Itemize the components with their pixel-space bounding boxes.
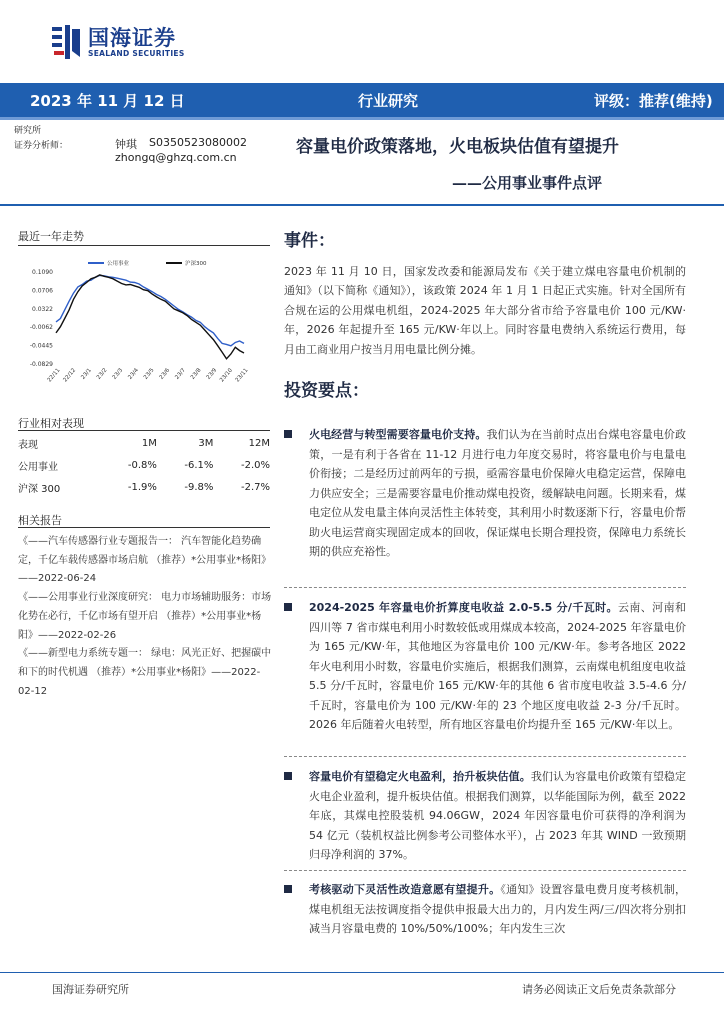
perf-divider [18,430,270,431]
trend-chart [18,252,254,387]
x-tick-label: 23/9 [205,367,219,381]
x-tick-label: 23/1 [80,367,93,381]
analyst-email[interactable]: zhongq@ghzq.com.cn [115,151,237,164]
related-report-item[interactable]: 《——汽车传感器行业专题报告一： 汽车智能化趋势确定，千亿车载传感器市场启航 （推荐）*公用事业*杨阳》——2022-06-24 [18,536,272,585]
table-row [18,454,270,476]
point-item [284,880,686,939]
x-tick-label: 22/12 [62,367,78,384]
y-tick-label: 0.1090 [32,269,53,276]
x-tick-label: 23/10 [219,367,234,384]
perf-cell: -0.8% [127,459,157,471]
x-tick-label: 23/6 [158,367,172,381]
x-tick-label: 23/4 [127,367,140,381]
brand-name-en: SEALAND SECURITIES [88,48,185,58]
report-category: 行业研究 [358,92,419,110]
point-divider [284,870,686,871]
point-text: 《通知》设置容量电费月度考核机制，煤电机组无法按调度指令提供申报最大出力的，月内发生两/三/四次将分别扣减当月容量电费的 10%/50%/100%；年内发生三次 [309,883,687,935]
footer-left: 国海证券研究所 [52,983,129,996]
series-line [56,275,244,345]
x-tick-label: 22/11 [46,367,62,384]
analyst-label: 证券分析师： [14,141,69,151]
analyst-id: S0350523080002 [149,136,247,149]
point-item [284,425,686,562]
perf-header: 表现 [18,439,38,451]
institute: 研究所 [14,126,42,136]
y-tick-label: 0.0706 [32,287,53,295]
chart-section-title: 最近一年走势 [18,230,84,243]
banner-accent [0,117,724,120]
legend-label-utilities: 公用事业 [107,261,130,267]
point-lead: 2024-2025 年容量电价折算度电收益 2.0-5.5 分/千瓦时。 [309,601,618,614]
header-banner [0,83,724,117]
point-lead: 火电经营与转型需要容量电价支持。 [309,428,487,441]
related-report-item[interactable]: 《——公用事业行业深度研究： 电力市场辅助服务：市场化势在必行，千亿市场有望开启 （推荐）*公用事业*杨阳》——2022-02-26 [18,592,272,641]
perf-header: 12M [248,437,270,449]
point-divider [284,756,686,757]
bullet-square-icon [284,885,292,893]
x-tick-label: 23/8 [189,367,203,381]
perf-header: 3M [198,437,214,449]
bullet-square-icon [284,772,292,780]
series-line [56,275,244,359]
brand-name: 国海证券 [88,25,176,50]
sealand-logo-icon [50,23,82,61]
perf-cell: -2.7% [240,481,270,493]
perf-cell: -1.9% [127,481,157,493]
perf-cell: -2.0% [240,459,270,471]
y-tick-label: -0.0445 [29,342,53,350]
point-lead: 考核驱动下灵活性改造意愿有望提升。 [309,883,501,896]
point-divider [284,587,686,588]
related-reports [18,533,276,701]
perf-header: 1M [141,437,157,449]
analyst-name: 钟琪 [115,138,137,151]
perf-cell: 沪深 300 [18,483,61,495]
event-text: 2023 年 11 月 10 日，国家发改委和能源局发布《关于建立煤电容量电价机制的通知》（以下简称《通知》），该政策 2024 年 1 月 1 日起正式实施。针对全国所有合规在运的公用煤电机组，2024-2025 年大部分省市给予容量电价 100 元/KW·年，2026 年起提升至 165 元/KW·年以上。同时容量电费纳入系统运行费用，每月由工商业用户按当月用电量比例分摊。 [284,265,686,356]
report-title: 容量电价政策落地，火电板块估值有望提升 [296,137,619,157]
perf-title: 行业相对表现 [18,417,84,430]
perf-cell: -9.8% [184,481,214,493]
point-item [284,598,686,735]
y-tick-label: -0.0829 [29,361,53,368]
related-divider [18,527,270,528]
perf-table [18,432,270,498]
title-divider [0,204,724,206]
points-heading: 投资要点： [284,381,369,401]
event-heading: 事件： [284,231,335,251]
table-row [18,476,270,498]
point-text: 我们认为容量电价政策有望稳定火电企业盈利，提升板块估值。根据我们测算，以华能国际为例，截至 2022 年底，其煤电控股装机 94.06GW，2024 年因容量电价可获得的净利润为 54 亿元（装机权益比例参考公司整体水平），占 2023 年其 WIND 一致预期归母净利润的 37%。 [309,770,687,861]
point-text: 云南、河南和四川等 7 省市煤电利用小时数较低或用煤成本较高，2024-2025 年容量电价为 165 元/KW·年，其他地区为容量电价 100 元/KW·年。参考各地区 2022 年火电利用小时数，容量电价实施后，根据我们测算，云南煤电机组度电收益 5.5 分/千瓦时，容量电价 165 元/KW·年的其他 6 省市度电收益 3.5-4.6 分/千瓦时，容量电价为 100 元/KW·年的 23 个地区度电收益 2-3 分/千瓦时。2026 年后随着火电转型，所有地区容量电价均提升至 165 元/KW·年以上。 [309,601,686,731]
x-tick-label: 23/7 [174,367,187,381]
x-tick-label: 23/11 [234,367,250,384]
point-text: 我们认为在当前时点出台煤电容量电价政策，一是有利于各省在 11-12 月进行电力年度交易时，将容量电价与电量电价衔接；二是经历过前两年的亏损，亟需容量电价保障火电稳定运营，保障电力供应安全；三是需要容量电价推动煤电投资，缓解缺电问题。长期来看，煤电定位从发电量主体向灵活性主体转变，其利用小时数逐渐下行，容量电价帮助火电运营商实现固定成本的回收，保证煤电长期合理投资，保障电力系统长期的供应充裕性。 [309,428,686,558]
y-tick-label: 0.0322 [32,305,53,313]
point-item [284,767,686,865]
report-subtitle: ——公用事业事件点评 [452,174,603,192]
perf-header-row [18,432,270,454]
related-report-item[interactable]: 《——新型电力系统专题一： 绿电：风光正好、把握碳中和下的时代机遇 （推荐）*公用事业*杨阳》——2022-02-12 [18,648,272,697]
report-date: 2023 年 11 月 12 日 [30,92,185,110]
footer-divider [0,972,724,973]
x-tick-label: 23/5 [142,367,156,381]
y-tick-label: -0.0062 [29,324,53,332]
x-tick-label: 23/2 [95,367,109,381]
brand-logo [50,22,185,62]
point-lead: 容量电价有望稳定火电盈利，抬升板块估值。 [309,770,531,783]
x-tick-label: 23/3 [111,367,125,381]
perf-cell: 公用事业 [18,461,58,473]
bullet-square-icon [284,603,292,611]
rating: 评级：推荐(维持) [594,92,713,110]
related-title: 相关报告 [18,514,62,527]
bullet-square-icon [284,430,292,438]
perf-cell: -6.1% [184,459,214,471]
sidebar-divider [18,245,270,246]
footer-right: 请务必阅读正文后免责条款部分 [522,983,676,996]
legend-label-csi300: 沪深300 [185,261,207,267]
